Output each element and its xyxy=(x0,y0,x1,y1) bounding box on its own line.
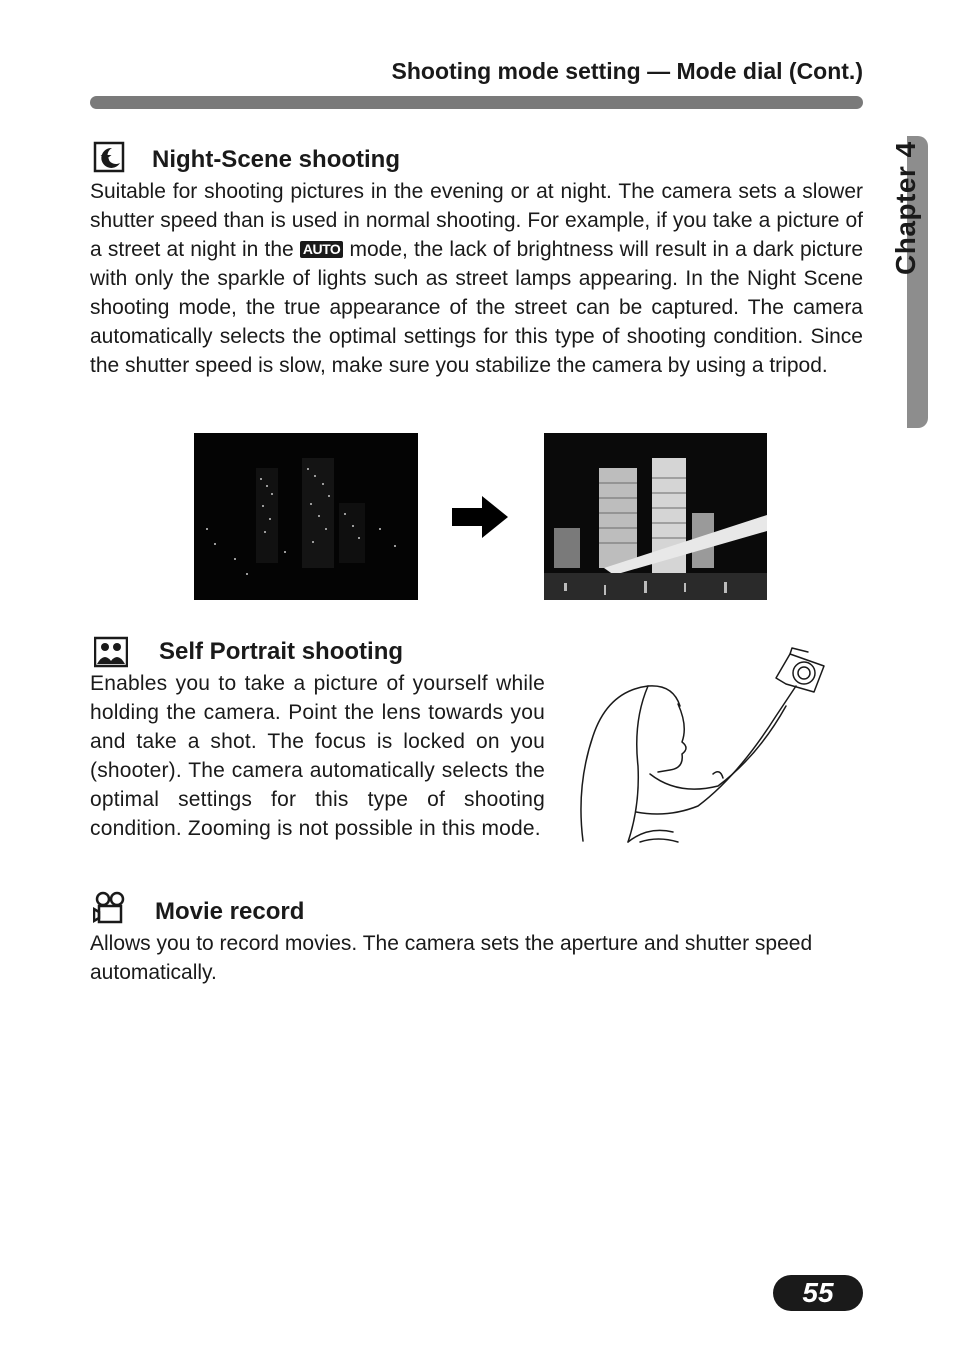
night-scene-text-1: Suitable for shooting pictures in the evening or at night. The camera sets a slower shutter speed than is used in normal shooting. For example, if you take a picture of a street at night in the xyxy=(90,180,863,261)
night-scene-text-2: mode, the lack of brightness will result in a dark picture with only the sparkle of lights such as street lamps appearing. In the Night Scene shooting mode, the true appearance of the street can be captured. The camera automatically selects the optimal settings for this type of shooting condition. Since the shutter speed is slow, make sure you stabilize the camera by using a tripod. xyxy=(90,238,863,377)
self-portrait-description: Enables you to take a picture of yourself while holding the camera. Point the lens towards you and take a shot. The focus is locked on you (shooter). The camera automatically selects the optimal settings for this type of shooting condition. Zooming is not possible in this mode. xyxy=(90,672,545,840)
night-photo-normal-mode xyxy=(194,433,418,600)
night-scene-title: Night-Scene shooting xyxy=(152,146,400,173)
night-photo-night-scene-mode xyxy=(544,433,767,600)
page-number: 55 xyxy=(773,1275,863,1311)
auto-mode-badge: AUTO xyxy=(300,241,343,258)
header-divider xyxy=(90,96,863,109)
movie-camera-icon xyxy=(93,891,127,925)
self-portrait-illustration xyxy=(578,646,833,846)
page-header-title: Shooting mode setting — Mode dial (Cont.) xyxy=(391,58,863,84)
movie-record-title: Movie record xyxy=(155,898,305,925)
night-scene-description xyxy=(90,177,863,380)
movie-record-description: Allows you to record movies. The camera sets the aperture and shutter speed automatically. xyxy=(90,932,813,984)
arrow-right-icon xyxy=(452,494,510,540)
night-scene-icon xyxy=(93,141,127,175)
chapter-label: Chapter 4 xyxy=(890,141,921,275)
self-portrait-icon xyxy=(94,636,128,670)
self-portrait-title: Self Portrait shooting xyxy=(159,638,404,665)
